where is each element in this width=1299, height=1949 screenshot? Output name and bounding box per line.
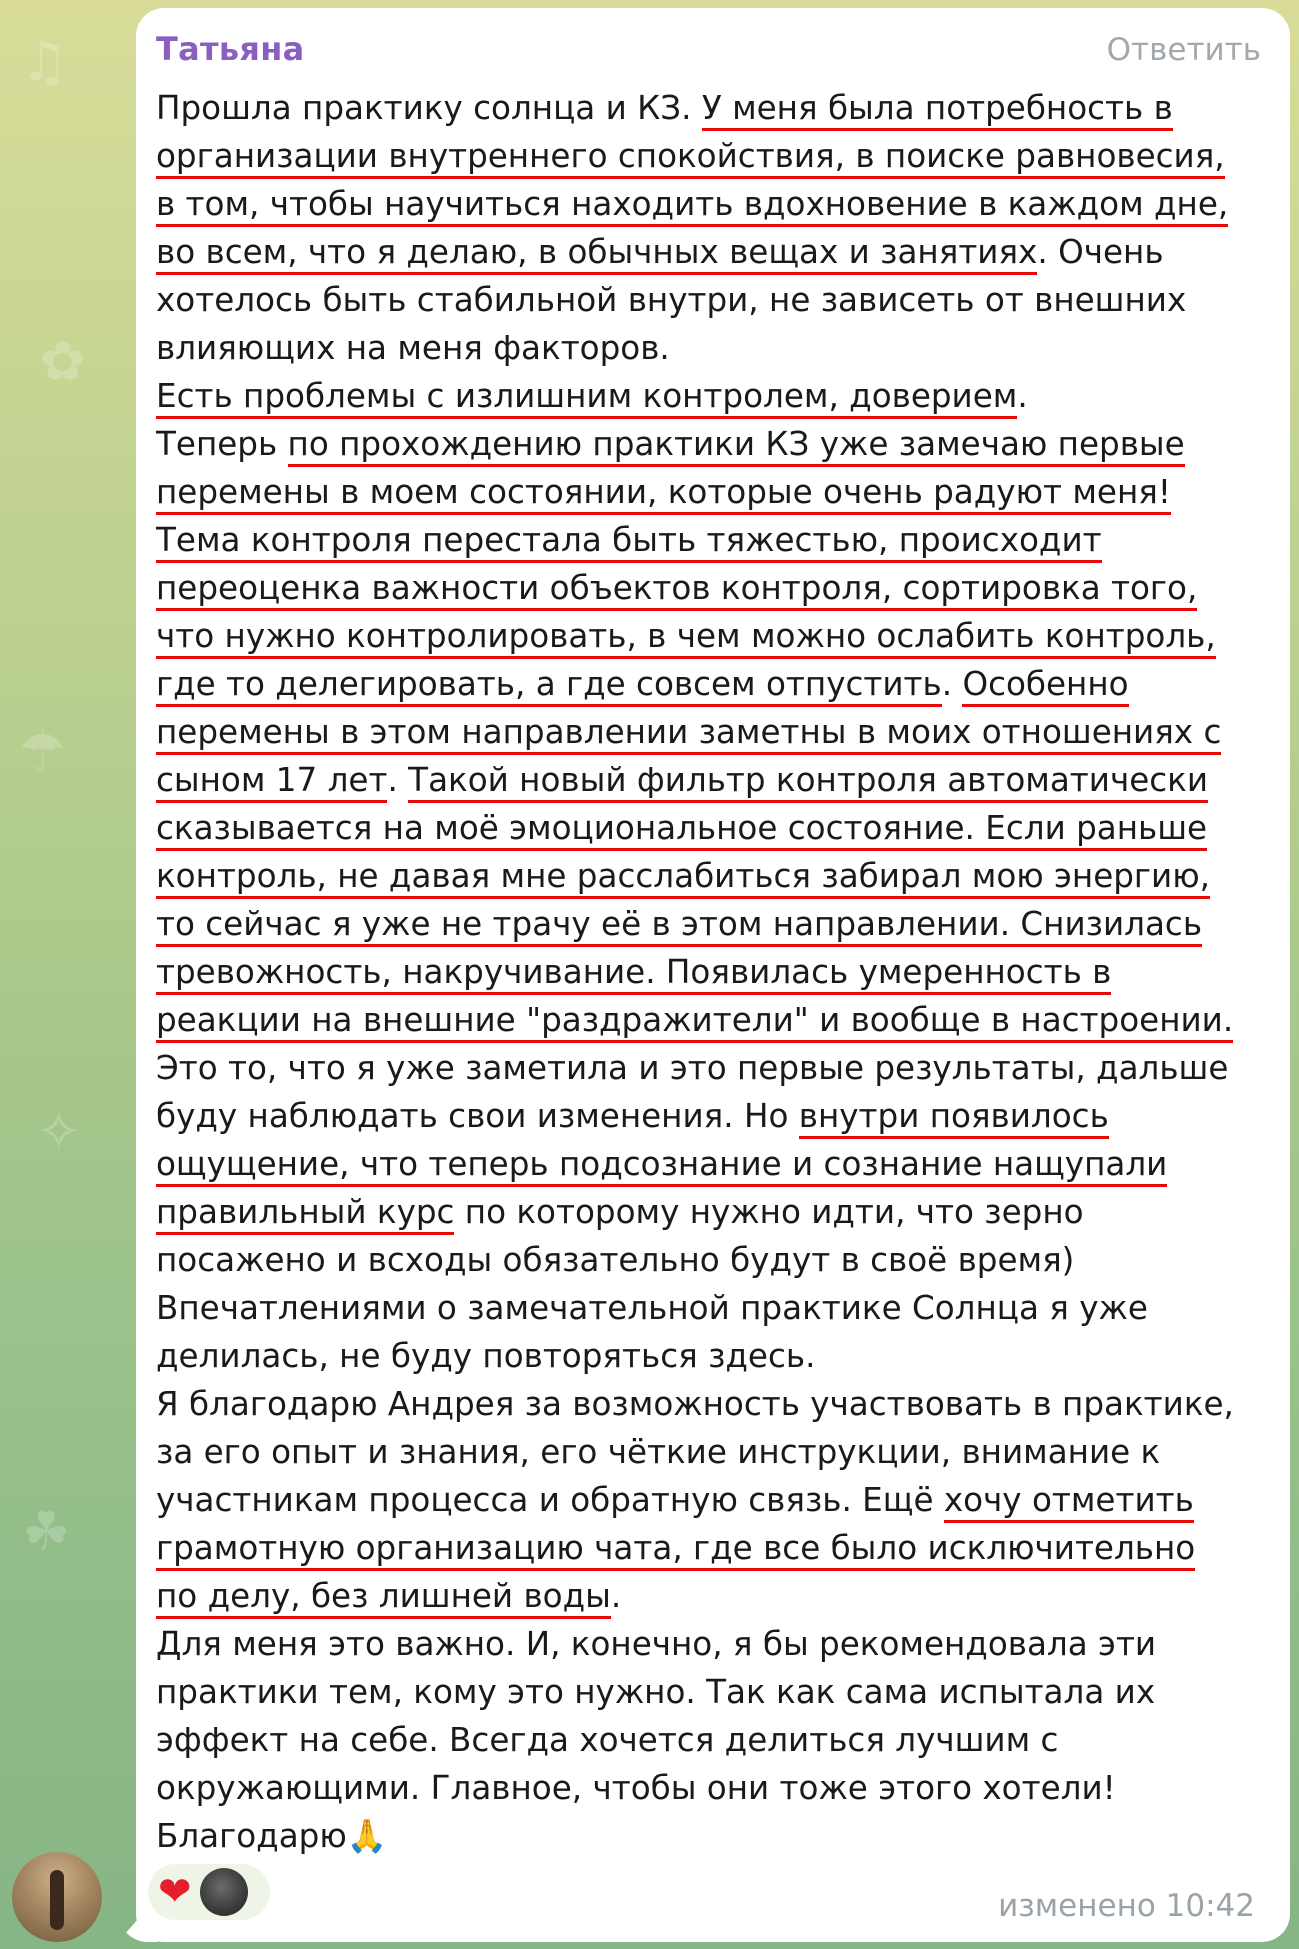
underlined-segment: сказывается на моё эмоциональное состояние. Если раньше [156,809,1207,851]
message-line [156,612,1266,660]
underlined-segment: тревожность, накручивание. Появилась умеренность в [156,953,1111,995]
wallpaper-doodle-icon: ☂ [18,720,67,783]
underlined-segment: внутри появилось [799,1097,1109,1139]
text-segment: Прошла практику солнца и КЗ. [156,89,702,127]
message-line [156,132,1266,180]
text-segment: окружающими. Главное, чтобы они тоже этого хотели! [156,1769,1116,1807]
underlined-segment: где то делегировать, а где совсем отпустить [156,665,942,707]
message-line [156,468,1266,516]
underlined-segment: перемены в моем состоянии, которые очень радуют меня! [156,473,1171,515]
message-line [156,1380,1266,1428]
message-line [156,1332,1266,1380]
message-line [156,1284,1266,1332]
underlined-segment: по делу, без лишней воды [156,1577,611,1619]
message-line [156,1572,1266,1620]
message-line [156,660,1266,708]
text-segment: посажено и всходы обязательно будут в своё время) [156,1241,1075,1279]
text-segment: . [1017,377,1028,415]
message-line [156,756,1266,804]
reaction-chip[interactable] [148,1864,270,1920]
text-segment: практики тем, кому это нужно. Так как сама испытала их [156,1673,1156,1711]
underlined-segment: по прохождению практики КЗ уже замечаю первые [288,425,1185,467]
text-segment: . [387,761,409,799]
message-line [156,1476,1266,1524]
message-line [156,1620,1266,1668]
underlined-segment: У меня была потребность в [702,89,1173,131]
message-line [156,1524,1266,1572]
avatar[interactable] [12,1852,102,1942]
underlined-segment: хочу отметить [944,1481,1194,1523]
underlined-segment: Особенно [962,665,1128,707]
underlined-segment: то сейчас я уже не трачу её в этом направлении. Снизилась [156,905,1202,947]
text-segment: хотелось быть стабильной внутри, не зависеть от внешних [156,281,1187,319]
message-line [156,708,1266,756]
underlined-segment: что нужно контролировать, в чем можно ослабить контроль, [156,617,1216,659]
message-line [156,1716,1266,1764]
wallpaper-doodle-icon: ♫ [20,30,69,93]
message-line [156,516,1266,564]
message-line [156,804,1266,852]
message-line [156,180,1266,228]
message-line [156,420,1266,468]
message-line [156,1188,1266,1236]
message-text [156,84,1266,1860]
text-segment: Для меня это важно. И, конечно, я бы рекомендовала эти [156,1625,1157,1663]
message-line [156,1764,1266,1812]
heart-icon: ❤ [158,1869,192,1915]
wallpaper-doodle-icon: ✧ [36,1100,82,1163]
text-segment: Впечатлениями о замечательной практике Солнца я уже [156,1289,1148,1327]
underlined-segment: во всем, что я делаю, в обычных вещах и занятиях [156,233,1037,275]
wallpaper-doodle-icon: ✿ [40,330,86,393]
text-segment: влияющих на меня факторов. [156,329,670,367]
message-line [156,276,1266,324]
message-line [156,564,1266,612]
text-segment: . Очень [1037,233,1164,271]
message-line [156,84,1266,132]
message-line [156,1428,1266,1476]
text-segment: Это то, что я уже заметила и это первые результаты, дальше [156,1049,1229,1087]
message-line [156,228,1266,276]
underlined-segment: Тема контроля перестала быть тяжестью, происходит [156,521,1102,563]
message-line [156,372,1266,420]
message-line [156,1092,1266,1140]
underlined-segment: перемены в этом направлении заметны в моих отношениях с [156,713,1221,755]
message-line [156,1140,1266,1188]
message-line [156,996,1266,1044]
underlined-segment: ощущение, что теперь подсознание и сознание нащупали [156,1145,1167,1187]
edited-timestamp: изменено 10:42 [998,1888,1255,1924]
text-segment: за его опыт и знания, его чёткие инструкции, внимание к [156,1433,1161,1471]
message-line [156,900,1266,948]
text-segment: . [941,665,963,703]
text-segment: участникам процесса и обратную связь. Ещё [156,1481,944,1519]
wallpaper-doodle-icon: ☘ [22,1500,71,1563]
sender-name[interactable]: Татьяна [156,30,305,68]
message-line [156,1236,1266,1284]
text-segment: буду наблюдать свои изменения. Но [156,1097,799,1135]
underlined-segment: контроль, не давая мне расслабиться забирал мою энергию, [156,857,1210,899]
underlined-segment: в том, чтобы научиться находить вдохновение в каждом дне, [156,185,1228,227]
text-segment: делилась, не буду повторяться здесь. [156,1337,816,1375]
underlined-segment: Такой новый фильтр контроля автоматически [408,761,1208,803]
underlined-segment: Есть проблемы с излишним контролем, доверием [156,377,1017,419]
message-line [156,324,1266,372]
underlined-segment: грамотную организацию чата, где все было исключительно [156,1529,1195,1571]
text-segment: эффект на себе. Всегда хочется делиться лучшим с [156,1721,1059,1759]
message-line [156,948,1266,996]
message-line [156,852,1266,900]
text-segment: . [610,1577,622,1615]
avatar-figure [50,1870,64,1930]
message-line [156,1044,1266,1092]
message-line [156,1668,1266,1716]
reply-button[interactable]: Ответить [1106,32,1261,68]
text-segment: по которому нужно идти, что зерно [454,1193,1084,1231]
underlined-segment: переоценка важности объектов контроля, сортировка того, [156,569,1197,611]
underlined-segment: сыном 17 лет [156,761,387,803]
text-segment: Я благодарю Андрея за возможность участвовать в практике, [156,1385,1234,1423]
message-line [156,1812,1266,1860]
reactor-avatar [200,1868,248,1916]
underlined-segment: правильный курс [156,1193,454,1235]
text-segment: Теперь [156,425,288,463]
text-segment: Благодарю🙏 [156,1817,388,1855]
underlined-segment: реакции на внешние "раздражители" и вообще в настроении. [156,1001,1233,1043]
underlined-segment: организации внутреннего спокойствия, в поиске равновесия, [156,137,1225,179]
